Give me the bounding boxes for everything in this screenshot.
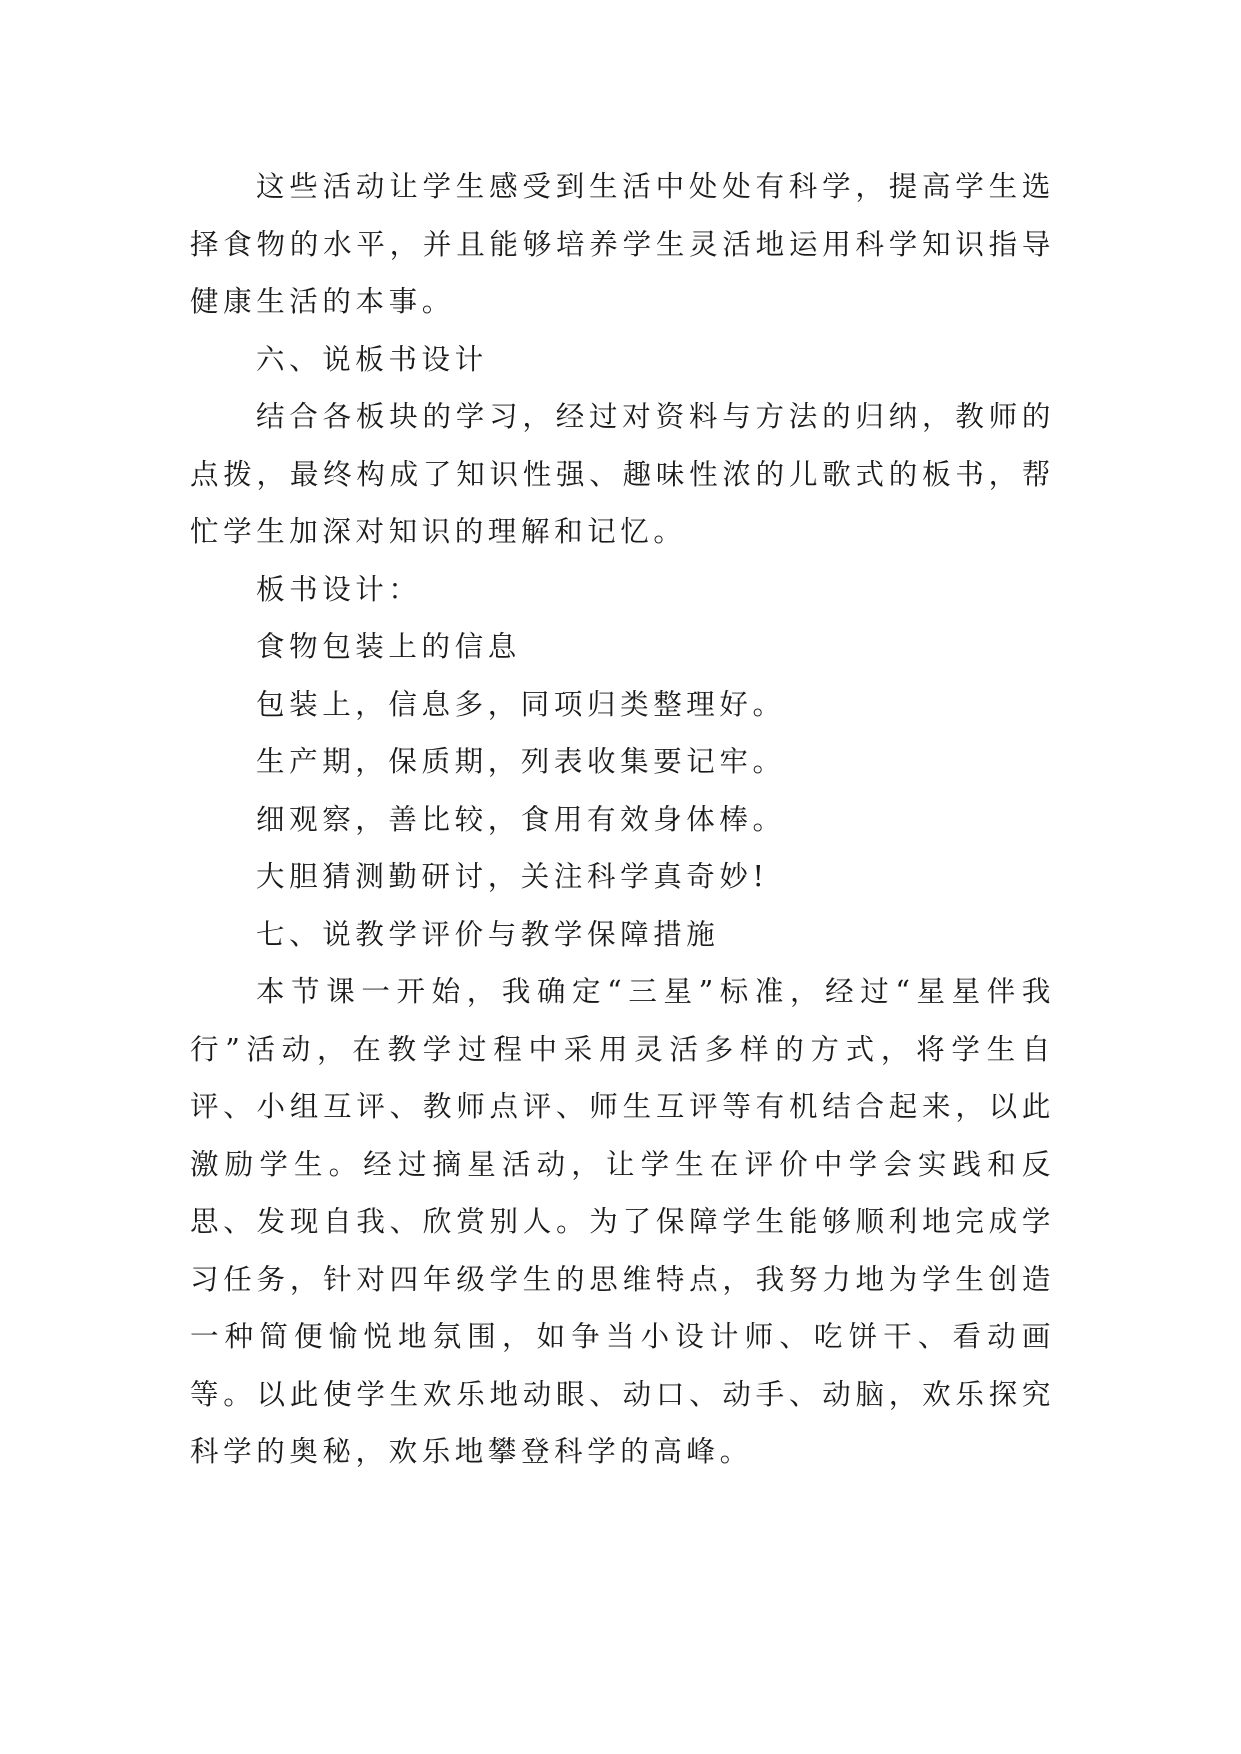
rhyme-line-1: 包装上，信息多，同项归类整理好。: [256, 687, 786, 721]
heading-section-seven: 七、说教学评价与教学保障措施: [256, 917, 720, 951]
heading-section-six: 六、说板书设计: [256, 342, 488, 376]
paragraph-activities-summary: 这些活动让学生感受到生活中处处有科学，提高学生选择食物的水平，并且能够培养学生灵活地运用科学知识指导健康生活的本事。: [190, 170, 1055, 318]
rhyme-line-3: 细观察，善比较，食用有效身体棒。: [256, 802, 786, 836]
document-body: [190, 158, 1055, 1481]
paragraph-board-design-intro: 结合各板块的学习，经过对资料与方法的归纳，教师的点拨，最终构成了知识性强、趣味性浓的儿歌式的板书，帮忙学生加深对知识的理解和记忆。: [190, 400, 1055, 548]
paragraph-evaluation: 本节课一开始，我确定“三星”标准，经过“星星伴我行”活动，在教学过程中采用灵活多样的方式，将学生自评、小组互评、教师点评、师生互评等有机结合起来，以此激励学生。经过摘星活动，让学生在评价中学会实践和反思、发现自我、欣赏别人。为了保障学生能够顺利地完成学习任务，针对四年级学生的思维特点，我努力地为学生创造一种简便愉悦地氛围，如争当小设计师、吃饼干、看动画等。以此使学生欢乐地动眼、动口、动手、动脑，欢乐探究科学的奥秘，欢乐地攀登科学的高峰。: [190, 975, 1055, 1468]
rhyme-line-2: 生产期，保质期，列表收集要记牢。: [256, 745, 786, 778]
rhyme-line-4: 大胆猜测勤研讨，关注科学真奇妙!: [256, 860, 769, 893]
board-title: 食物包装上的信息: [256, 630, 521, 663]
board-design-label: 板书设计：: [256, 572, 422, 606]
